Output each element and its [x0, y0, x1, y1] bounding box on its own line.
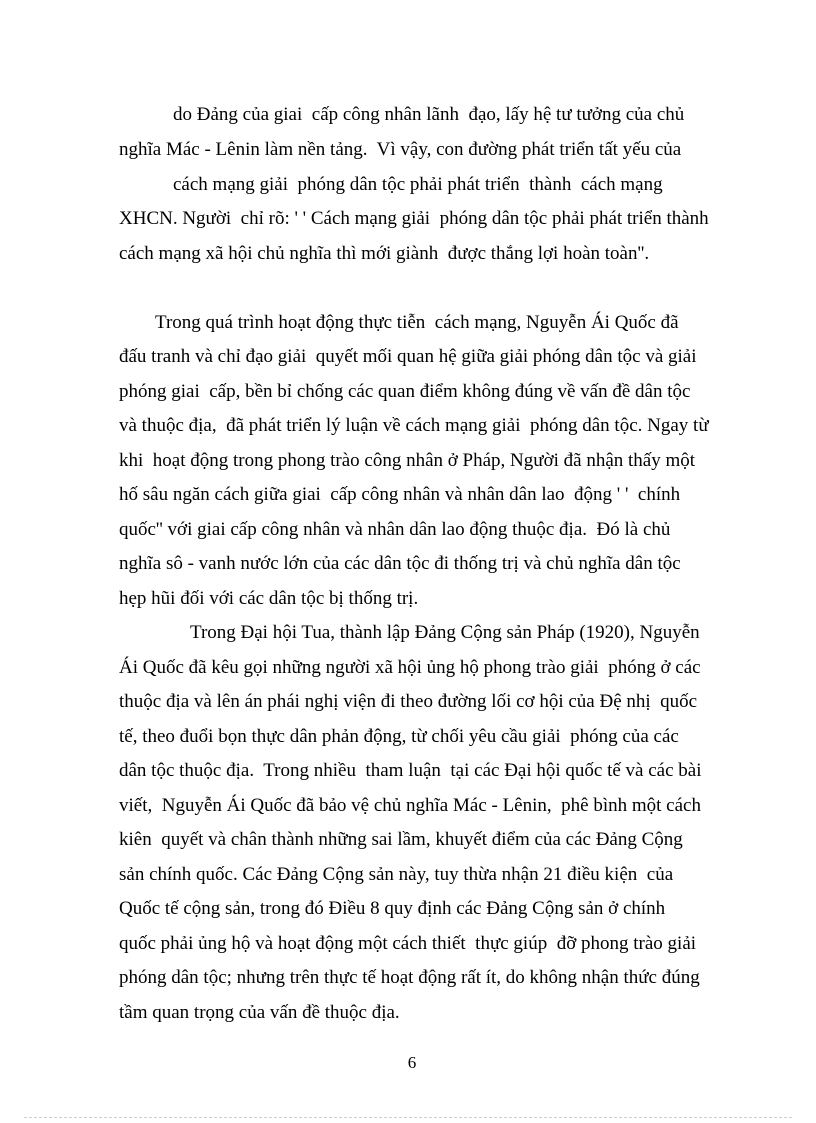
text-line: hẹp hũi đối với các dân tộc bị thống trị. [119, 588, 419, 609]
text-line: viết, Nguyễn Ái Quốc đã bảo vệ chủ nghĩa Mác - Lênin, phê bình một cách [119, 795, 701, 816]
text-line: quốc phải ủng hộ và hoạt động một cách thiết thực giúp đỡ phong trào giải [119, 933, 697, 954]
text-line: XHCN. Người chỉ rõ: ' ' Cách mạng giải phóng dân tộc phải phát triển thành [119, 208, 709, 229]
text-line: khi hoạt động trong phong trào công nhân ở Pháp, Người đã nhận thấy một [119, 450, 696, 471]
text-line: sản chính quốc. Các Đảng Cộng sản này, tuy thừa nhận 21 điều kiện của [119, 864, 674, 885]
text-line: Quốc tế cộng sản, trong đó Điều 8 quy định các Đảng Cộng sản ở chính [119, 898, 666, 919]
text-line: do Đảng của giai cấp công nhân lãnh đạo, lấy hệ tư tưởng của chủ [173, 104, 685, 125]
text-line: Ái Quốc đã kêu gọi những người xã hội ủng hộ phong trào giải phóng ở các [119, 657, 701, 678]
text-line: nghĩa Mác - Lênin làm nền tảng. Vì vậy, con đường phát triển tất yếu của [119, 139, 682, 160]
text-line: và thuộc địa, đã phát triển lý luận về cách mạng giải phóng dân tộc. Ngay từ [119, 415, 709, 436]
text-line: cách mạng xã hội chủ nghĩa thì mới giành được thắng lợi hoàn toàn''. [119, 243, 650, 264]
text-line: quốc'' với giai cấp công nhân và nhân dân lao động thuộc địa. Đó là chủ [119, 519, 671, 540]
text-line: đấu tranh và chỉ đạo giải quyết mối quan hệ giữa giải phóng dân tộc và giải [119, 346, 697, 367]
page-number: 6 [407, 1053, 417, 1072]
text-line: hố sâu ngăn cách giữa giai cấp công nhân và nhân dân lao động ' ' chính [119, 484, 681, 505]
text-line: kiên quyết và chân thành những sai lầm, khuyết điểm của các Đảng Cộng [119, 829, 683, 850]
text-line: tế, theo đuổi bọn thực dân phản động, từ chối yêu cầu giải phóng của các [119, 726, 679, 747]
text-line: cách mạng giải phóng dân tộc phải phát triển thành cách mạng [173, 174, 663, 195]
text-line: dân tộc thuộc địa. Trong nhiều tham luận tại các Đại hội quốc tế và các bài [119, 760, 702, 781]
text-line: tầm quan trọng của vấn đề thuộc địa. [119, 1002, 400, 1023]
text-line: Trong quá trình hoạt động thực tiễn cách mạng, Nguyễn Ái Quốc đã [155, 312, 679, 333]
text-line: phóng giai cấp, bền bỉ chống các quan điểm không đúng về vấn đề dân tộc [119, 381, 691, 402]
page-bottom-rule [24, 1117, 792, 1118]
text-line: thuộc địa và lên án phái nghị viện đi theo đường lối cơ hội của Đệ nhị quốc [119, 691, 698, 712]
text-line: nghĩa sô - vanh nước lớn của các dân tộc đi thống trị và chủ nghĩa dân tộc [119, 553, 681, 574]
text-line: phóng dân tộc; nhưng trên thực tế hoạt động rất ít, do không nhận thức đúng [119, 967, 700, 988]
text-line: Trong Đại hội Tua, thành lập Đảng Cộng sản Pháp (1920), Nguyễn [190, 622, 700, 643]
